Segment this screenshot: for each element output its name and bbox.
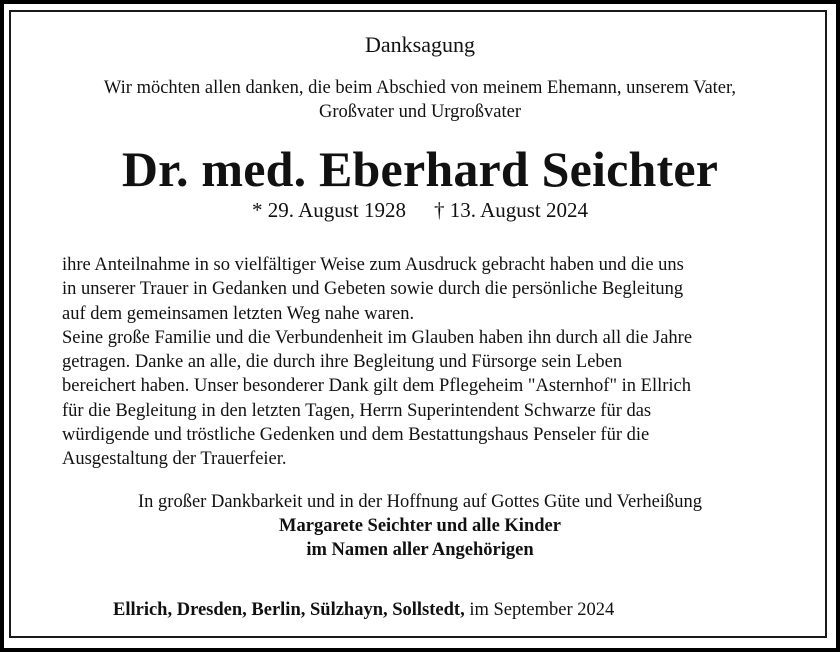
- death-date: † 13. August 2024: [434, 198, 589, 222]
- closing-line: In großer Dankbarkeit und in der Hoffnung auf Gottes Güte und Verheißung: [138, 492, 702, 512]
- birth-date: * 29. August 1928: [251, 198, 406, 222]
- body-line: in unserer Trauer in Gedanken und Gebeten sowie durch die persönliche Begleitung: [62, 279, 684, 300]
- body-line: Seine große Familie und die Verbundenheit im Glauben haben ihn durch all die Jahre: [62, 327, 693, 348]
- intro-line-1: Wir möchten allen danken, die beim Abschied von meinem Ehemann, unserem Vater,: [103, 78, 737, 98]
- body-line: für die Begleitung in den letzten Tagen, Herrn Superintendent Schwarze für das: [62, 400, 652, 421]
- body-line: Ausgestaltung der Trauerfeier.: [62, 449, 287, 470]
- body-text: [62, 253, 692, 472]
- signatory-line-1: Margarete Seichter und alle Kinder: [279, 516, 561, 536]
- signatory-line-2: im Namen aller Angehörigen: [306, 540, 534, 560]
- body-line: auf dem gemeinsamen letzten Weg nahe waren.: [62, 303, 415, 324]
- deceased-name: Dr. med. Eberhard Seichter: [121, 141, 719, 197]
- heading: Danksagung: [365, 32, 475, 57]
- footer: [113, 600, 614, 621]
- intro-line-2: Großvater und Urgroßvater: [318, 102, 522, 122]
- body-line: würdigende und tröstliche Gedenken und dem Bestattungshaus Penseler für die: [62, 425, 650, 446]
- life-dates: [0, 198, 840, 223]
- body-line: ihre Anteilnahme in so vielfältiger Weise zum Ausdruck gebracht haben und die uns: [62, 255, 684, 275]
- body-line: bereichert haben. Unser besonderer Dank gilt dem Pflegeheim "Asternhof" in Ellrich: [62, 376, 691, 397]
- footer-date: im September 2024: [469, 600, 615, 620]
- footer-places: Ellrich, Dresden, Berlin, Sülzhayn, Sollstedt,: [113, 600, 465, 620]
- body-line: getragen. Danke an alle, die durch ihre Begleitung und Fürsorge sein Leben: [62, 352, 623, 373]
